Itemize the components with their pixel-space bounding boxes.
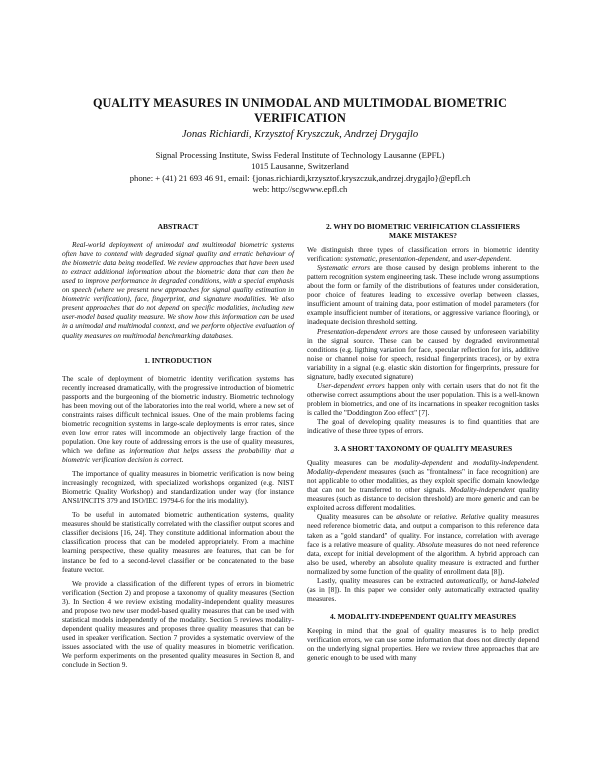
sec2-p2-term: Systematic errors <box>317 263 371 273</box>
sec3-p2-d: measures do not need reference data, except for initial development of the algorithm. A hybrid approach can also be used, whereby an absolute quality measure is extracted and further normalized by some function of the quality of enrollment data [8]). <box>307 539 539 576</box>
sec3-p3-a: Lastly, quality measures can be extracted <box>317 575 444 585</box>
sec3-p1-em1: modality-dependent <box>393 458 453 468</box>
sec2-p4-text: happen only with certain users that do not fit the otherwise correct assumptions about the user population. This is a well-known problem in biometrics, and one of its incarnations in speaker recognition tasks is called the "Doddington Zoo effect" [7]. <box>307 380 539 417</box>
sec3-p3-em2: hand-labeled <box>500 575 539 585</box>
left-column <box>62 222 294 669</box>
sec3-p2-c: quality measures need reference biometric data, and output a comparison to this reference data taken as a "gold standard" of quality. For instance, correlation with average face is a relative measure of quality. <box>307 512 540 549</box>
sec4-heading: 4. MODALITY-INDEPENDENT QUALITY MEASURES <box>329 611 516 621</box>
intro-p1-emphasis: information that helps assess the probability that a biometric verification decision is correct. <box>62 445 294 465</box>
sec3-p2-b: or <box>424 512 431 522</box>
sec2-heading-line2: MAKE MISTAKES? <box>389 231 457 241</box>
paper-title: QUALITY MEASURES IN UNIMODAL AND MULTIMODAL BIOMETRIC VERIFICATION <box>92 96 508 125</box>
affiliation-address: 1015 Lausanne, Switzerland <box>251 161 349 172</box>
sec3-p2-em3: Absolute <box>417 539 443 549</box>
sec3-p2-em2: relative. Relative <box>433 512 485 522</box>
intro-p1-text: The scale of deployment of biometric identity verification systems has recently increased dramatically, with the progressive introduction of biometric passports and the burgeoning of the biometric industry. Biometric technology has been moving out of the laboratories into the real world, where a new set of constraints raises difficult technical issues. One of the main problems facing biometric recognition systems in large-scale deployments is error rates, since even low error rates will incommode an objectively large fraction of the population. One key route of addressing errors is the use of quality measures, which we define as <box>62 373 294 455</box>
affiliation-institute: Signal Processing Institute, Swiss Federal Institute of Technology Lausanne (EPFL) <box>155 150 445 160</box>
sec3-paragraph-1 <box>307 458 539 512</box>
sec2-paragraph-1 <box>307 245 539 263</box>
intro-paragraph-3: To be useful in automated biometric authentication systems, quality measures should be statistically correlated with the classifier output scores and classifier decisions [16, 24]. They constitute additional information about the classification process that can be modeled appropriately. From a machine learning perspective, these quality measures are features, that can be for instance be fed to a second-level classifier or be concatenated to the base feature vector. <box>62 510 294 574</box>
abstract-heading: ABSTRACT <box>157 222 199 231</box>
sec2-paragraph-5: The goal of developing quality measures is to find quantities that are indicative of these three types of errors. <box>307 416 539 436</box>
intro-paragraph-2: The importance of quality measures in biometric verification is now being increasingly recognized, with specialized workshops organized (e.g. NIST Biometric Quality Workshop) and standardization under way (for instance ANSI/INCITS 379 and ISO/IEC 19794-6 for the iris modality). <box>62 469 294 506</box>
sec3-p1-em3: Modality-independent <box>449 485 515 495</box>
sec3-p3-c: (as in [8]). In this paper we consider only automatically extracted quality measures. <box>307 584 539 603</box>
sec2-p3-term: Presentation-dependent errors <box>317 326 408 336</box>
sec4-paragraph-1: Keeping in mind that the goal of quality measures is to help predict verification errors, we can use some information that does not directly depend on the underlying signal properties. Here we review three approaches that are generic enough to be used with many <box>307 625 539 663</box>
sec2-paragraph-4 <box>307 381 539 417</box>
sec3-p1-em2: modality-independent. Modality-dependent <box>307 458 540 477</box>
affiliation-contact: phone: + (41) 21 693 46 91, email: {jonas.richiardi,krzysztof.kryszczuk,andrzej.drygajlo}@epfl.ch <box>129 172 471 183</box>
sec2-p1-text: We distinguish three types of classification errors in biometric identity verification: <box>307 245 539 264</box>
sec3-p1-a: Quality measures can be <box>307 458 389 468</box>
sec3-p2-em1: absolute <box>396 512 422 522</box>
sec2-p2-text: are those caused by design problems inherent to the pattern recognition system engineering task. These include wrong assumptions about the form or family of the distributions of features under consideration, poor choice of features leading to excessive overlap between classes, insufficient amount of training data, poor estimation of model parameters (for example insufficient number of iterations, or aggressive variance flooring), or inadequate decision threshold setting. <box>307 263 539 327</box>
sec3-p1-b: and <box>457 458 469 468</box>
paper-authors: Jonas Richiardi, Krzysztof Kryszczuk, Andrzej Drygajlo <box>181 129 419 140</box>
abstract-text: Real-world deployment of unimodal and multimodal biometric systems often have to contend with degraded signal quality and erratic behaviour of the biometric data being modelled. We review approaches that have been used to extract additional information about the biometric data that can then be used to improve performance in degraded conditions, with a special emphasis on speech (where we present new approaches for signal quality estimation in biometric verification), face, fingerprint, and signature modalities. We also present approaches that do not depend on specific modalities, including new user-model based quality measure. We show how this information can be used in a unimodal and multimodal context, and we perform objective evaluation of quality measures on multimodal benchmarking databases. <box>62 240 294 340</box>
intro-heading: 1. INTRODUCTION <box>144 355 212 365</box>
sec3-paragraph-3 <box>307 576 539 603</box>
affiliation-block <box>60 150 540 196</box>
sec3-heading: 3. A SHORT TAXONOMY OF QUALITY MEASURES <box>333 444 513 454</box>
sec2-p1-and: and <box>451 254 463 264</box>
sec3-p3-em1: automatically, <box>446 575 489 585</box>
sec2-p3-text: are those caused by unforeseen variability in the signal source. These can be caused by degraded environmental conditions (e.g. ligthing variation for face, specular reflection for iris, additive noise or channel noise for speech, residual fingerprints traces), or by extra variability in a signal (e.g. elastic skin distortion for fingerprints, pressure for signature, badly executed signature) <box>307 326 540 381</box>
intro-paragraph-4: We provide a classification of the different types of errors in biometric verification (Section 2) and propose a taxonomy of quality measures (Section 3). In Section 4 we review existing modality-independent quality measures and propose two new user model-based quality measures that can be used with statistical models independently of the modality. Section 5 reviews modality-dependent quality measures and proposes three quality measures that can be used in speaker verification. Section 7 provides a systematic overview of the issues associated with the use of quality measures in biometric verification. We perform experiments on the presented quality measures in Section 8, and conclude in Section 9. <box>62 578 294 670</box>
sec2-heading-line1: 2. WHY DO BIOMETRIC VERIFICATION CLASSIFIERS <box>326 222 520 231</box>
affiliation-web: web: http://scgwww.epfl.ch <box>252 184 348 195</box>
intro-paragraph-1 <box>62 374 294 464</box>
sec2-heading <box>307 222 539 240</box>
sec3-p1-c: measures (such as "frontalness" in face recognition) are not applicable to other modalities, as they exploit specific domain knowledge that can not be transferred to other signals. <box>307 467 539 495</box>
sec2-p4-term: User-dependent errors <box>317 380 385 390</box>
right-column <box>307 222 539 662</box>
sec3-paragraph-2 <box>307 512 539 575</box>
sec3-p1-d: quality measures (such as distance to decision threshold) are more generic and can be exploited across different modalities. <box>307 485 539 513</box>
sec2-paragraph-3 <box>307 327 539 381</box>
sec2-paragraph-2 <box>307 263 539 326</box>
sec2-p1-emphasis: systematic, presentation-dependent, <box>344 254 450 264</box>
sec3-p3-b: or <box>491 575 498 585</box>
sec2-p1-emphasis-2: user-dependent. <box>464 254 512 264</box>
sec3-p2-a: Quality measures can be <box>317 512 394 522</box>
